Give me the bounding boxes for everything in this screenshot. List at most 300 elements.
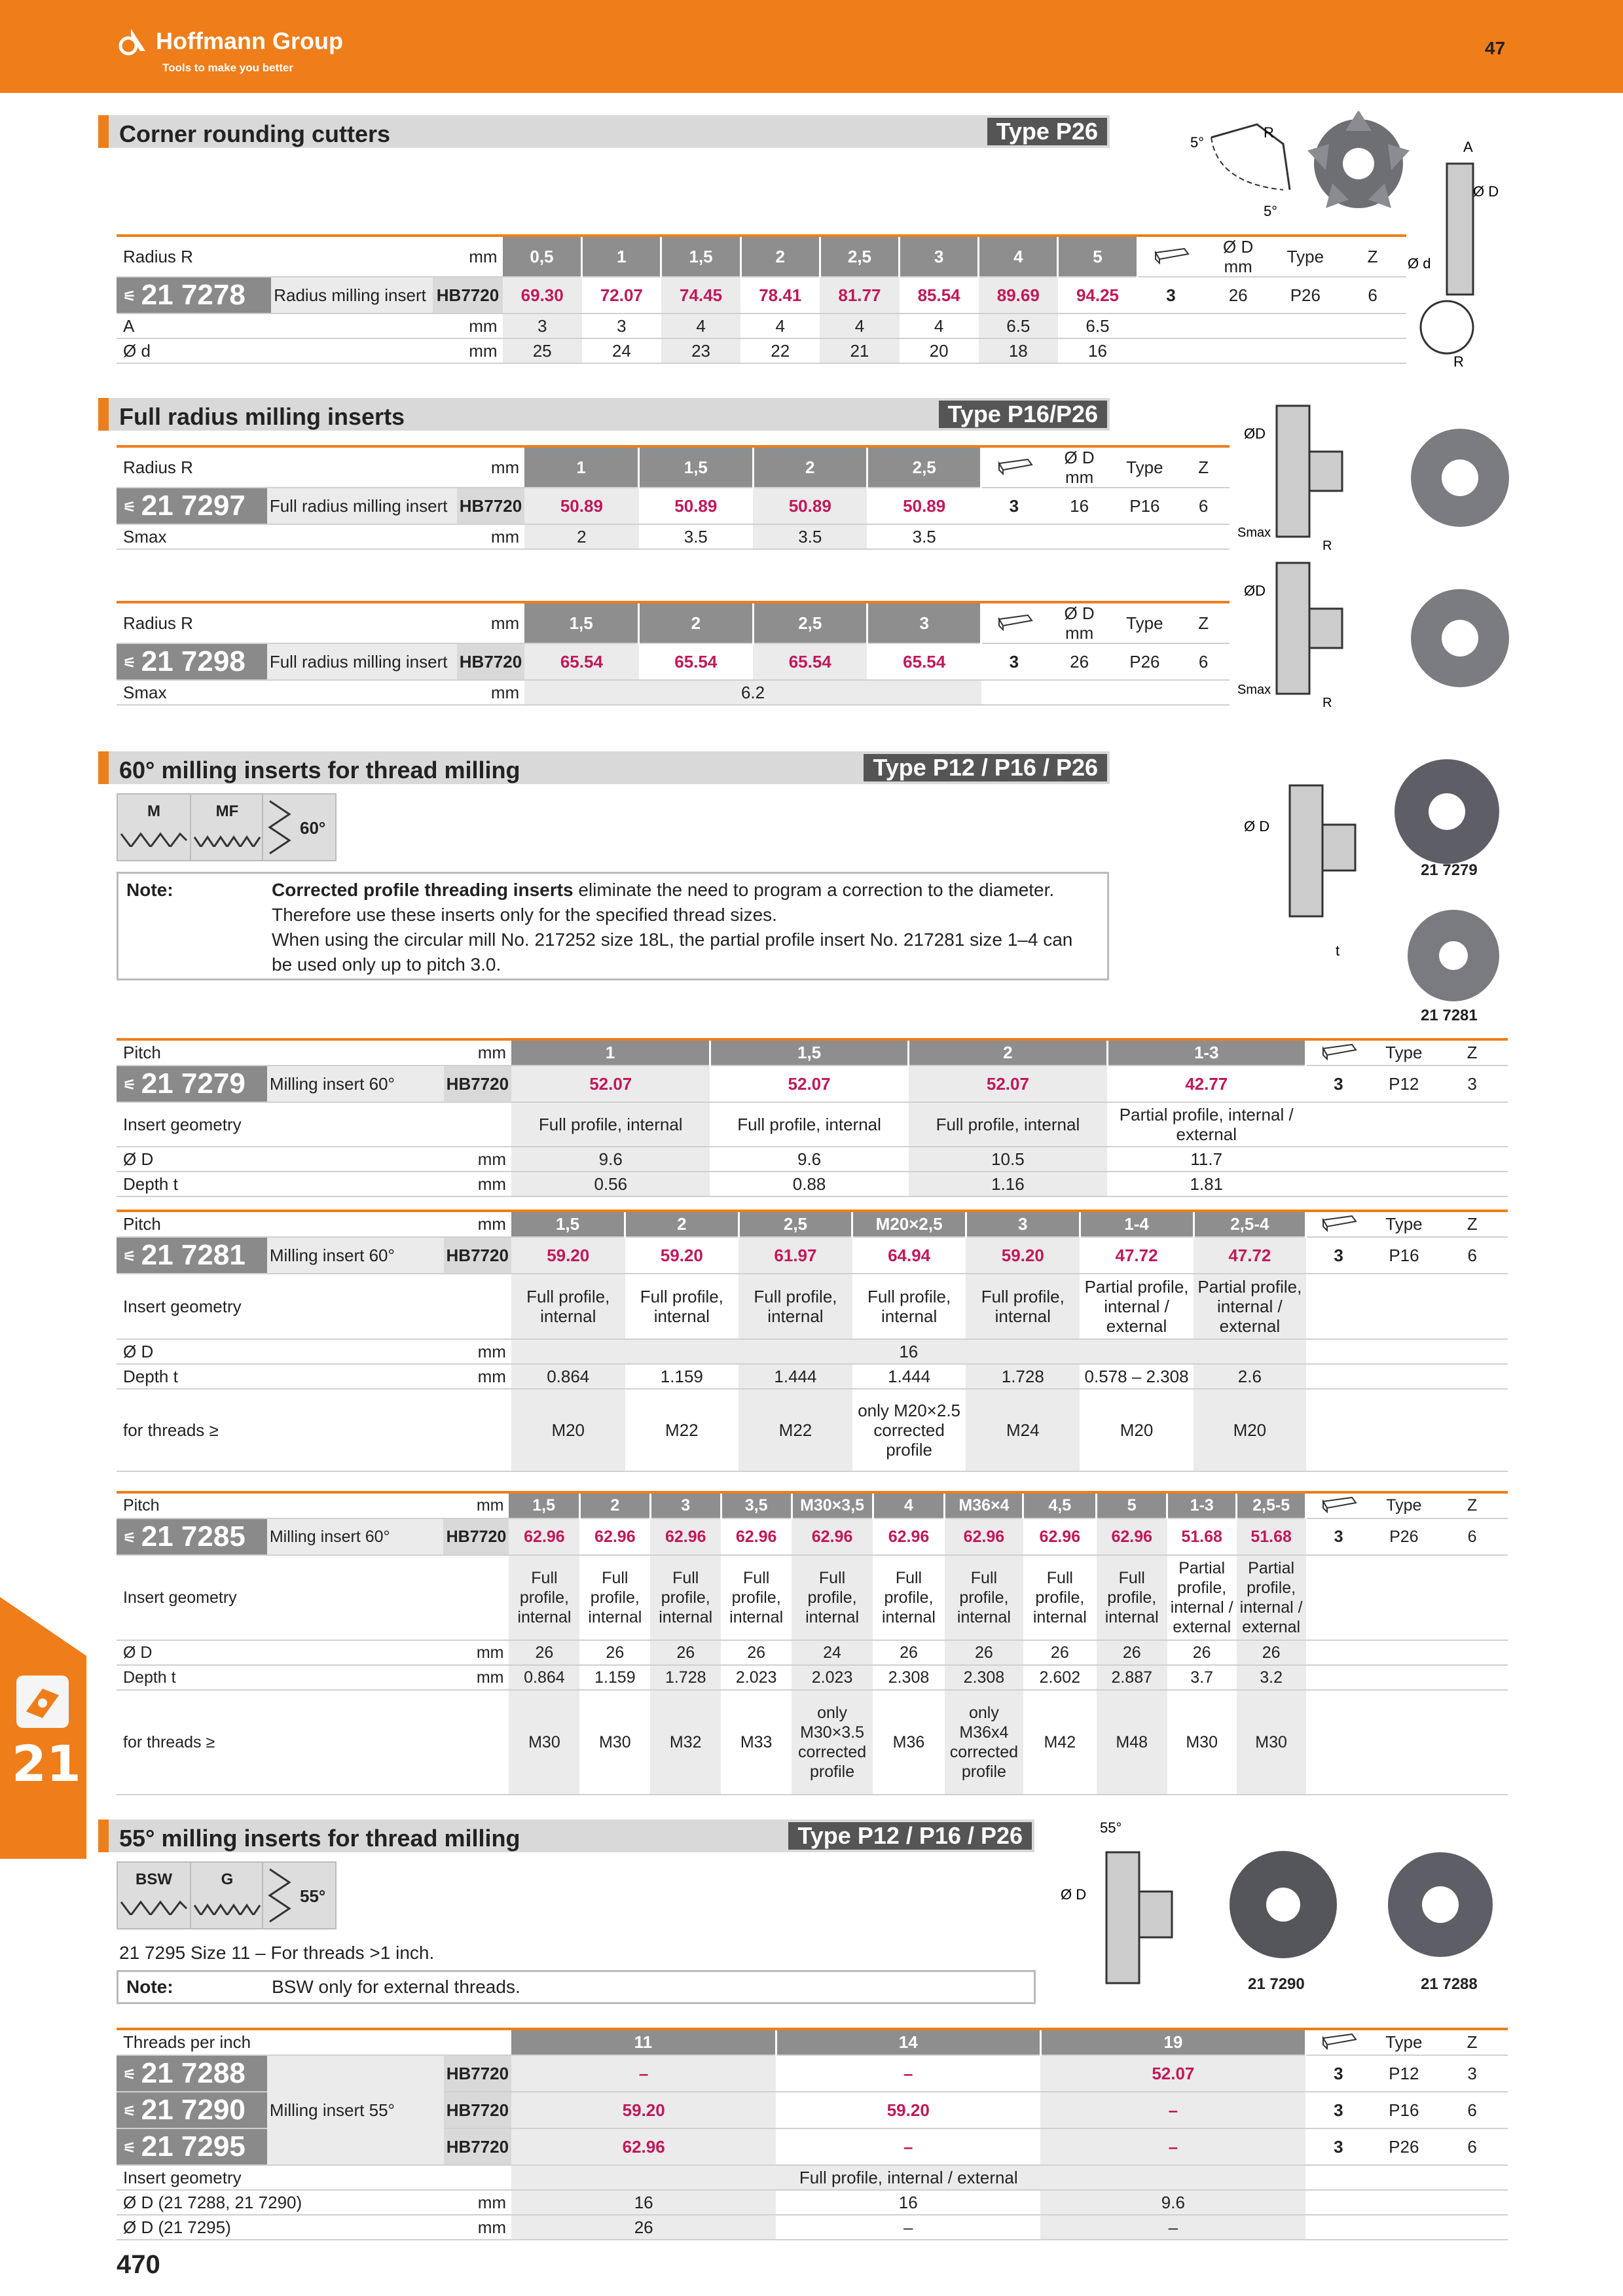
- geometry-label: Insert geometry: [117, 1102, 511, 1147]
- price: 65.54: [639, 643, 753, 680]
- threads-value: M36: [873, 1690, 945, 1795]
- unit-label: mm: [433, 338, 502, 363]
- price: 52.07: [511, 1066, 710, 1102]
- depth-value: 2.6: [1194, 1364, 1306, 1389]
- note-line: BSW only for external threads.: [272, 1977, 520, 1997]
- type: P26: [1112, 643, 1177, 680]
- d-label: Ø d: [117, 338, 433, 363]
- svg-text:ØD: ØD: [1244, 583, 1266, 599]
- od-value: 26: [721, 1640, 792, 1665]
- type: P16: [1112, 488, 1177, 524]
- article-number: ⚟ 21 7295: [117, 2128, 267, 2165]
- section-title: Full radius milling inserts: [119, 403, 405, 430]
- geometry-value: Full profile, internal: [792, 1555, 873, 1640]
- thread-profile-icon: [191, 821, 263, 847]
- price: 81.77: [820, 277, 899, 314]
- price: 51.68: [1167, 1518, 1237, 1555]
- svg-text:Ø d: Ø d: [1408, 255, 1431, 272]
- price: 47.72: [1194, 1237, 1306, 1274]
- article-number: ⚟ 21 7297: [117, 488, 267, 524]
- price: 52.07: [909, 1066, 1107, 1102]
- col-type: Type: [1371, 1039, 1436, 1066]
- z: 6: [1436, 1518, 1508, 1555]
- price: –: [776, 2128, 1040, 2165]
- table-217278: [117, 234, 1406, 364]
- pitch-col: M30×3,5: [792, 1492, 873, 1518]
- article-description: Milling insert 60°: [267, 1237, 444, 1274]
- threads-label: for threads ≥: [117, 1690, 509, 1795]
- pitch-col: 1-3: [1167, 1492, 1237, 1518]
- d-value: 23: [661, 338, 740, 363]
- smax-label: Smax: [117, 524, 457, 549]
- radius-col: 2: [740, 236, 820, 277]
- article-row: [117, 2055, 1508, 2092]
- price: 42.77: [1107, 1066, 1305, 1102]
- price: 62.96: [792, 1518, 873, 1555]
- depth-value: 2.308: [873, 1665, 945, 1690]
- pitch-col: M36×4: [945, 1492, 1023, 1518]
- geometry-value: Full profile, internal: [579, 1555, 650, 1640]
- corner-rounding-section-diagram: [1408, 137, 1506, 373]
- article-row: [117, 1518, 1508, 1555]
- section-title: 55° milling inserts for thread milling: [119, 1825, 520, 1852]
- price: –: [511, 2055, 776, 2092]
- od-label: Ø D: [117, 1640, 443, 1665]
- article-description: Radius milling insert: [271, 277, 433, 314]
- price: –: [1040, 2128, 1305, 2165]
- angle-label: 60°: [300, 818, 326, 838]
- geometry-value: Partial profile, internal / external: [1107, 1102, 1305, 1147]
- radius-label: Radius R: [117, 446, 457, 488]
- svg-text:5°: 5°: [1264, 203, 1278, 219]
- unit-label: mm: [444, 2190, 511, 2215]
- 55deg-insert-diagrams: [1048, 1813, 1519, 2003]
- angle-label: 55°: [300, 1886, 326, 1906]
- tpi-col: 14: [776, 2029, 1040, 2055]
- threads-value: M30: [579, 1690, 650, 1795]
- milling-insert-icon: [13, 1672, 72, 1731]
- radius-col: 2,5: [820, 236, 899, 277]
- hoffmann-logo-icon: [117, 25, 149, 58]
- geometry-value: Full profile, internal: [945, 1555, 1023, 1640]
- col-diameter: Ø D mm: [1047, 446, 1112, 488]
- svg-text:ØD: ØD: [1244, 425, 1266, 442]
- price: 64.94: [852, 1237, 966, 1274]
- radius-col: 4: [979, 236, 1058, 277]
- radius-col: 1,5: [639, 446, 753, 488]
- col-z: Z: [1177, 446, 1230, 488]
- col-z: Z: [1436, 1211, 1508, 1237]
- od-value: 26: [873, 1640, 945, 1665]
- col-type: Type: [1272, 236, 1340, 277]
- od-label: Ø D: [117, 1147, 444, 1172]
- radius-label: Radius R: [117, 236, 433, 277]
- unit-label: mm: [444, 1339, 511, 1364]
- radius-col: 2,5: [753, 602, 867, 643]
- unit-label: mm: [444, 1211, 511, 1237]
- price: –: [1040, 2092, 1305, 2128]
- profile-angle: [262, 1861, 337, 1929]
- price: 59.20: [511, 1237, 625, 1274]
- geometry-label: Insert geometry: [117, 2165, 511, 2190]
- geometry-value: Full profile, internal: [739, 1274, 852, 1339]
- depth-value: 0.88: [710, 1172, 908, 1196]
- depth-value: 0.864: [509, 1665, 579, 1690]
- price: 62.96: [1097, 1518, 1167, 1555]
- table-217298: [117, 601, 1230, 706]
- type: P12: [1371, 2055, 1436, 2092]
- full-radius-diagrams: [1237, 393, 1578, 759]
- d-value: 24: [582, 338, 661, 363]
- d-value: 16: [1058, 338, 1137, 363]
- pack-qty: 3: [1137, 277, 1205, 314]
- thread-profile-icon: [191, 1889, 263, 1915]
- type: P26: [1272, 277, 1340, 314]
- threads-value: M30: [509, 1690, 579, 1795]
- threads-value: only M20×2.5 corrected profile: [852, 1389, 966, 1471]
- pitch-col: 2: [579, 1492, 650, 1518]
- radius-col: 0,5: [503, 236, 582, 277]
- a-label: A: [117, 314, 433, 338]
- note-label: Note:: [126, 880, 173, 900]
- od-value: 16: [511, 1339, 1306, 1364]
- price: 62.96: [650, 1518, 721, 1555]
- price: 65.54: [524, 643, 638, 680]
- z: 6: [1339, 277, 1406, 314]
- section-full-radius: [98, 398, 1110, 431]
- z: 6: [1436, 2128, 1508, 2165]
- geometry-value: Full profile, internal: [873, 1555, 945, 1640]
- article-number: ⚟ 21 7298: [117, 643, 267, 680]
- price: 50.89: [524, 488, 638, 524]
- type-badge: Type P26: [987, 118, 1107, 145]
- type: P16: [1372, 1237, 1437, 1274]
- material-grade: HB7720: [433, 277, 502, 314]
- section-corner-rounding: [98, 115, 1110, 148]
- col-z: Z: [1436, 2029, 1508, 2055]
- geometry-value: Full profile, internal: [625, 1274, 739, 1339]
- od-label: Ø D: [117, 1339, 444, 1364]
- type-badge: Type P16/P26: [939, 401, 1107, 428]
- diameter: 16: [1047, 488, 1112, 524]
- table-217285: [117, 1491, 1508, 1795]
- brand-logo: [117, 25, 343, 58]
- pack-qty: 3: [1306, 1518, 1372, 1555]
- pack-qty: 3: [1305, 2092, 1371, 2128]
- col-z: Z: [1436, 1039, 1508, 1066]
- brand-name: Hoffmann Group: [156, 27, 343, 54]
- depth-value: 1.728: [650, 1665, 721, 1690]
- od-value: 26: [1023, 1640, 1097, 1665]
- article-description: Full radius milling insert: [267, 643, 457, 680]
- thread-profile-icon: [118, 821, 190, 847]
- z: 3: [1436, 2055, 1508, 2092]
- svg-text:R: R: [1322, 696, 1332, 710]
- profile-g: G: [190, 1861, 264, 1929]
- svg-text:Smax: Smax: [1237, 683, 1271, 697]
- geometry-value: Partial profile, internal / external: [1194, 1274, 1306, 1339]
- note-line: Corrected profile threading inserts eliminate the need to program a correction to the diameter.: [272, 880, 1055, 900]
- price: 62.96: [1023, 1518, 1097, 1555]
- a-value: 4: [820, 314, 899, 338]
- note-line: When using the circular mill No. 217252 size 18L, the partial profile insert No. 217281 size 1–4 can: [272, 929, 1073, 950]
- type: P26: [1371, 2128, 1436, 2165]
- svg-text:R: R: [1322, 539, 1332, 553]
- z: 6: [1177, 488, 1230, 524]
- price: 59.20: [966, 1237, 1080, 1274]
- pack-icon: [1305, 2029, 1371, 2055]
- geometry-value: Full profile, internal: [909, 1102, 1107, 1147]
- depth-value: 1.444: [739, 1364, 852, 1389]
- unit-label: mm: [443, 1665, 509, 1690]
- profile-angle: [262, 793, 337, 861]
- tpi-col: 11: [511, 2029, 776, 2055]
- threads-value: M30: [1167, 1690, 1237, 1795]
- depth-value: 3.7: [1167, 1665, 1237, 1690]
- od-value: 11.7: [1107, 1147, 1305, 1172]
- svg-text:t: t: [1336, 942, 1340, 959]
- price: 85.54: [900, 277, 979, 314]
- unit-label: mm: [444, 1172, 511, 1196]
- geometry-value: Full profile, internal: [710, 1102, 908, 1147]
- radius-col: 1,5: [524, 602, 638, 643]
- material-grade: HB7720: [444, 1237, 511, 1274]
- article-number: ⚟ 21 7285: [117, 1518, 267, 1555]
- price: 50.89: [867, 488, 981, 524]
- note-label: Note:: [126, 1977, 173, 1997]
- svg-text:A: A: [1463, 139, 1473, 155]
- depth-value: 2.023: [792, 1665, 873, 1690]
- article-description: Milling insert 60°: [267, 1518, 444, 1555]
- geometry-label: Insert geometry: [117, 1555, 509, 1640]
- price: 72.07: [582, 277, 661, 314]
- depth-value: 0.56: [511, 1172, 710, 1196]
- price: 94.25: [1058, 277, 1137, 314]
- material-grade: HB7720: [443, 1518, 509, 1555]
- price: 59.20: [625, 1237, 739, 1274]
- thread-insert-diagrams: [1237, 759, 1539, 1021]
- profile-bsw: BSW: [117, 1861, 191, 1929]
- svg-text:R: R: [1453, 353, 1464, 370]
- article-row: [117, 277, 1406, 314]
- col-z: Z: [1436, 1492, 1508, 1518]
- pack-qty: 3: [1305, 1066, 1371, 1102]
- a-value: 3: [582, 314, 661, 338]
- a-value: 4: [900, 314, 979, 338]
- price: 62.96: [873, 1518, 945, 1555]
- price: 69.30: [503, 277, 582, 314]
- depth-value: 1.728: [966, 1364, 1080, 1389]
- pack-icon: [1306, 1492, 1372, 1518]
- unit-label: mm: [444, 1364, 511, 1389]
- price: 50.89: [639, 488, 753, 524]
- note-line: Therefore use these inserts only for the specified thread sizes.: [272, 905, 777, 925]
- article-row: [117, 643, 1230, 680]
- z: 6: [1436, 2092, 1508, 2128]
- material-grade: HB7720: [444, 1066, 511, 1102]
- material-grade: HB7720: [444, 2092, 511, 2128]
- unit-label: mm: [457, 446, 524, 488]
- article-number: ⚟ 21 7279: [117, 1066, 267, 1102]
- size-note: 21 7295 Size 11 – For threads >1 inch.: [119, 1943, 435, 1963]
- threads-value: M42: [1023, 1690, 1097, 1795]
- d-value: 20: [900, 338, 979, 363]
- depth-value: 0.864: [511, 1364, 625, 1389]
- a-value: 6.5: [979, 314, 1058, 338]
- radius-col: 5: [1058, 236, 1137, 277]
- diameter: 26: [1047, 643, 1112, 680]
- price: 59.20: [776, 2092, 1040, 2128]
- smax-value: 3.5: [639, 524, 753, 549]
- threads-value: M22: [625, 1389, 739, 1471]
- smax-value: 3.5: [753, 524, 867, 549]
- chapter-number: 21: [12, 1734, 81, 1793]
- svg-text:5°: 5°: [1190, 134, 1205, 151]
- price: 74.45: [661, 277, 740, 314]
- type: P16: [1371, 2092, 1436, 2128]
- pitch-col: 2,5-4: [1194, 1211, 1306, 1237]
- od-value: 16: [511, 2190, 776, 2215]
- unit-label: mm: [457, 680, 524, 705]
- od-value: 9.6: [1040, 2190, 1305, 2215]
- a-value: 6.5: [1058, 314, 1137, 338]
- pitch-col: 4: [873, 1492, 945, 1518]
- geometry-label: Insert geometry: [117, 1274, 511, 1339]
- col-type: Type: [1371, 2029, 1436, 2055]
- pitch-col: 2: [625, 1211, 739, 1237]
- depth-label: Depth t: [117, 1364, 444, 1389]
- pitch-col: 1,5: [710, 1039, 908, 1066]
- unit-label: mm: [443, 1640, 509, 1665]
- od-value: –: [1040, 2215, 1305, 2240]
- unit-label: mm: [444, 1039, 511, 1066]
- od-value: 9.6: [710, 1147, 908, 1172]
- geometry-value: Full profile, internal: [966, 1274, 1080, 1339]
- pitch-col: 1-4: [1080, 1211, 1194, 1237]
- note-box-60deg: [117, 872, 1109, 980]
- depth-value: 2.602: [1023, 1665, 1097, 1690]
- col-diameter: Ø D mm: [1205, 236, 1272, 277]
- language-code: GBP: [1576, 30, 1587, 51]
- col-type: Type: [1372, 1211, 1437, 1237]
- col-type: Type: [1112, 446, 1177, 488]
- geometry-value: Partial profile, internal / external: [1237, 1555, 1306, 1640]
- od-value: 16: [776, 2190, 1040, 2215]
- unit-label: mm: [433, 314, 502, 338]
- od-value: 26: [579, 1640, 650, 1665]
- section-title: 60° milling inserts for thread milling: [119, 757, 520, 783]
- geometry-value: Full profile, internal: [511, 1274, 625, 1339]
- depth-value: 2.308: [945, 1665, 1023, 1690]
- pitch-col: 1,5: [509, 1492, 579, 1518]
- price: 50.89: [753, 488, 867, 524]
- geometry-value: Full profile, internal: [650, 1555, 721, 1640]
- article-number: ⚟ 21 7290: [117, 2092, 267, 2128]
- type-badge: Type P12 / P16 / P26: [788, 1822, 1032, 1850]
- geometry-value: Full profile, internal: [1097, 1555, 1167, 1640]
- price: 65.54: [753, 643, 867, 680]
- unit-label: mm: [444, 1147, 511, 1172]
- article-row: [117, 1066, 1508, 1102]
- svg-text:Smax: Smax: [1237, 526, 1271, 540]
- od-value: 9.6: [511, 1147, 710, 1172]
- pack-icon: [981, 446, 1047, 488]
- article-number: ⚟ 21 7288: [117, 2055, 267, 2092]
- geometry-value: Partial profile, internal / external: [1167, 1555, 1237, 1640]
- header-page-number: 47: [1485, 38, 1506, 58]
- note-box-55deg: [117, 1970, 1036, 2004]
- pitch-col: 2,5: [739, 1211, 852, 1237]
- radius-col: 2,5: [867, 446, 981, 488]
- smax-value: 2: [524, 524, 638, 549]
- pitch-col: 2: [909, 1039, 1107, 1066]
- depth-value: 0.578 – 2.308: [1080, 1364, 1194, 1389]
- col-type: Type: [1371, 1492, 1436, 1518]
- price: 65.54: [867, 643, 981, 680]
- smax-value: 6.2: [524, 680, 981, 705]
- price: 78.41: [740, 277, 820, 314]
- price: 61.97: [739, 1237, 852, 1274]
- svg-text:R: R: [1264, 124, 1274, 141]
- threads-value: only M30×3.5 corrected profile: [792, 1690, 873, 1795]
- price: 59.20: [511, 2092, 776, 2128]
- geometry-value: Full profile, internal: [852, 1274, 966, 1339]
- threads-value: M22: [739, 1389, 852, 1471]
- note-line: be used only up to pitch 3.0.: [272, 954, 501, 975]
- threads-value: M48: [1097, 1690, 1167, 1795]
- article-description: Milling insert 60°: [267, 1066, 444, 1102]
- d-value: 22: [740, 338, 820, 363]
- radius-label: Radius R: [117, 602, 457, 643]
- svg-text:Ø D: Ø D: [1244, 818, 1270, 834]
- price: 47.72: [1080, 1237, 1194, 1274]
- geometry-value: Full profile, internal: [721, 1555, 792, 1640]
- radius-col: 1,5: [661, 236, 740, 277]
- page-number: 470: [117, 2250, 160, 2279]
- tpi-label: Threads per inch: [117, 2029, 511, 2055]
- pitch-col: 1,5: [511, 1211, 625, 1237]
- radius-col: 2: [753, 446, 867, 488]
- depth-value: 3.2: [1237, 1665, 1306, 1690]
- od-value: 26: [1167, 1640, 1237, 1665]
- svg-text:55°: 55°: [1100, 1820, 1122, 1836]
- section-60deg-thread: [98, 751, 1110, 784]
- threads-value: only M36x4 corrected profile: [945, 1690, 1023, 1795]
- radius-col: 1: [524, 446, 638, 488]
- depth-value: 1.81: [1107, 1172, 1305, 1196]
- depth-value: 1.444: [852, 1364, 966, 1389]
- pitch-col: 1: [511, 1039, 710, 1066]
- pack-qty: 3: [981, 643, 1047, 680]
- od-value: 26: [945, 1640, 1023, 1665]
- svg-text:Ø D: Ø D: [1473, 183, 1499, 200]
- depth-label: Depth t: [117, 1665, 443, 1690]
- col-z: Z: [1177, 602, 1230, 643]
- col-diameter: Ø D mm: [1047, 602, 1112, 643]
- col-type: Type: [1112, 602, 1177, 643]
- type: P26: [1371, 1518, 1436, 1555]
- depth-label: Depth t: [117, 1172, 444, 1196]
- pack-qty: 3: [981, 488, 1047, 524]
- price: –: [776, 2055, 1040, 2092]
- geometry-value: Full profile, internal: [509, 1555, 579, 1640]
- pack-qty: 3: [1306, 1237, 1372, 1274]
- d-value: 21: [820, 338, 899, 363]
- profile-mf: MF: [190, 793, 264, 861]
- d-value: 25: [503, 338, 582, 363]
- geometry-value: Full profile, internal / external: [511, 2165, 1305, 2190]
- image-caption: 21 7279: [1421, 861, 1478, 879]
